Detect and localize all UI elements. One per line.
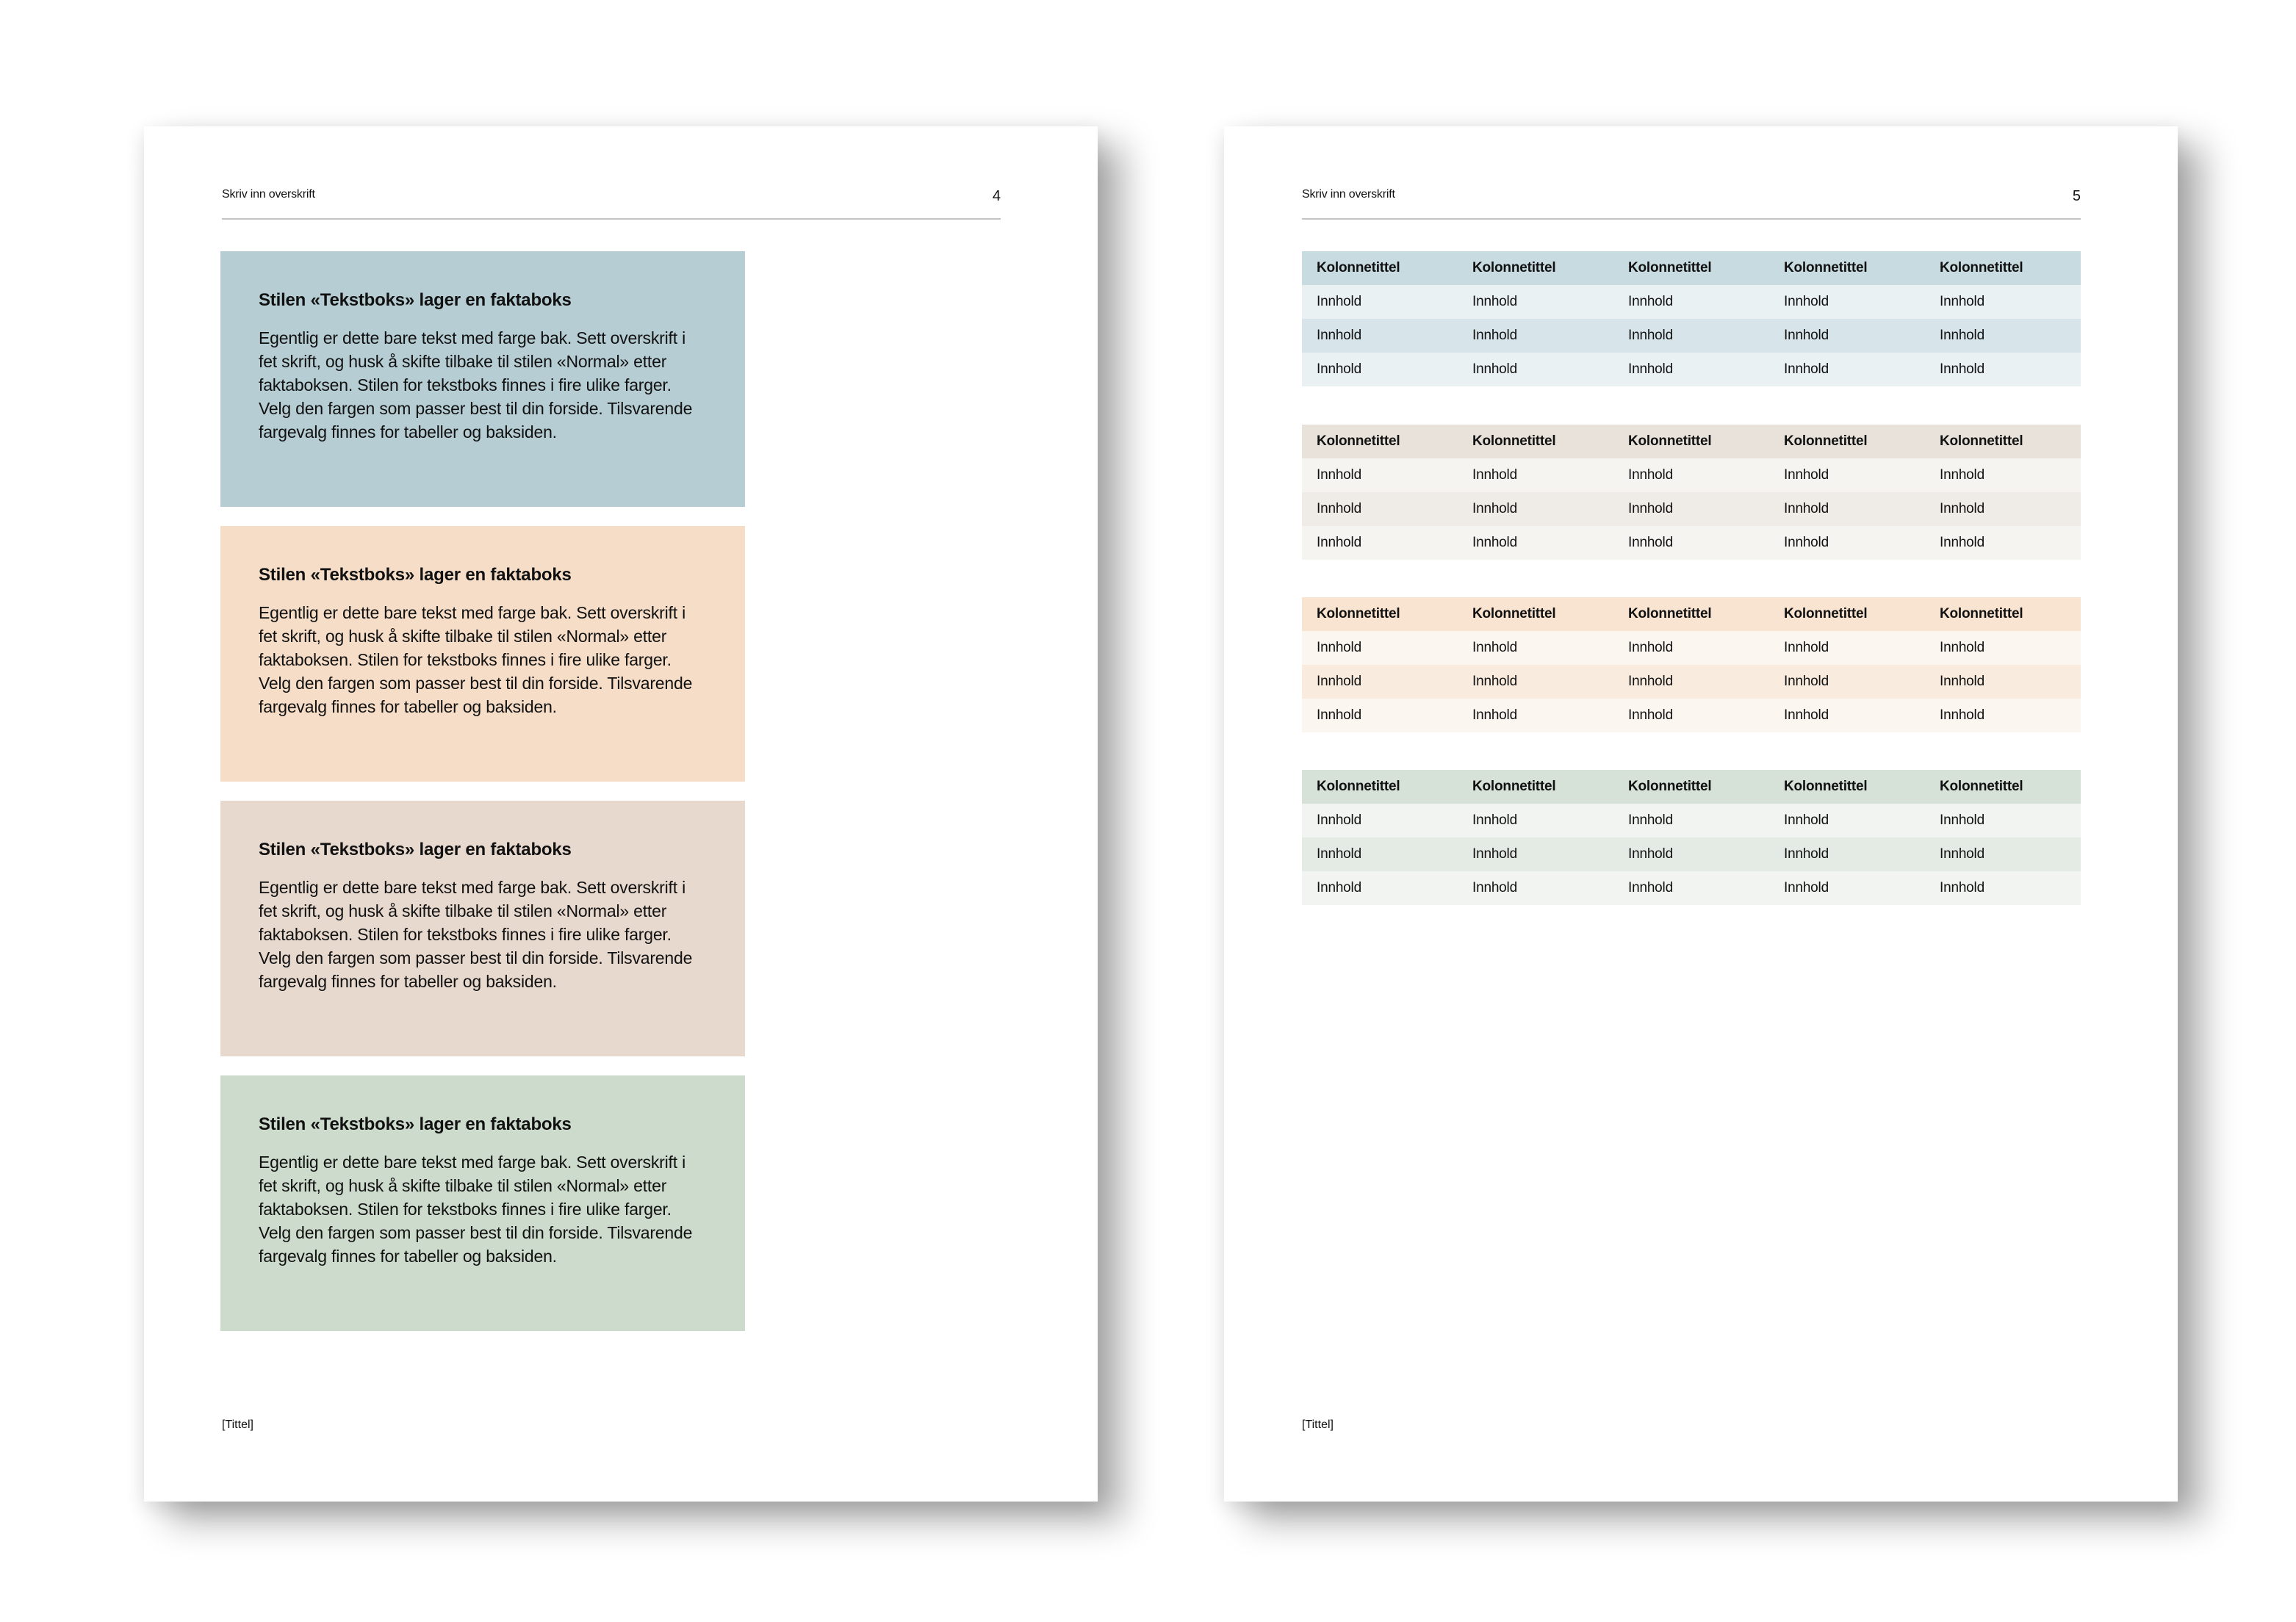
page-footer-title[interactable]: [Tittel] xyxy=(1302,1419,1334,1431)
table-cell[interactable]: Innhold xyxy=(1317,467,1361,483)
header-divider xyxy=(222,218,1001,220)
column-header[interactable]: Kolonnetittel xyxy=(1472,779,1556,794)
fact-box-green[interactable] xyxy=(220,1075,745,1331)
table-cell[interactable]: Innhold xyxy=(1628,846,1673,862)
table-cell[interactable]: Innhold xyxy=(1317,501,1361,516)
table-cell[interactable]: Innhold xyxy=(1472,674,1517,689)
table-cell[interactable]: Innhold xyxy=(1628,535,1673,550)
table-cell[interactable]: Innhold xyxy=(1628,812,1673,828)
table-cell[interactable]: Innhold xyxy=(1628,880,1673,895)
fact-box-blue[interactable] xyxy=(220,251,745,507)
table-cell[interactable]: Innhold xyxy=(1784,294,1829,309)
table-cell[interactable]: Innhold xyxy=(1472,640,1517,655)
page-header-title[interactable]: Skriv inn overskrift xyxy=(222,188,315,201)
table-cell[interactable]: Innhold xyxy=(1940,846,1984,862)
table-cell[interactable]: Innhold xyxy=(1784,812,1829,828)
table-cell[interactable]: Innhold xyxy=(1472,880,1517,895)
column-header[interactable]: Kolonnetittel xyxy=(1628,433,1712,449)
column-header[interactable]: Kolonnetittel xyxy=(1472,606,1556,621)
column-header[interactable]: Kolonnetittel xyxy=(1317,606,1400,621)
table-cell[interactable]: Innhold xyxy=(1472,361,1517,377)
table-cell[interactable]: Innhold xyxy=(1940,501,1984,516)
table-cell[interactable]: Innhold xyxy=(1317,535,1361,550)
table-cell[interactable]: Innhold xyxy=(1784,674,1829,689)
table-cell[interactable]: Innhold xyxy=(1472,707,1517,723)
table-row xyxy=(1302,631,2081,665)
page-number: 4 xyxy=(992,188,1001,204)
table-green[interactable] xyxy=(1302,770,2081,905)
page-header-title[interactable]: Skriv inn overskrift xyxy=(1302,188,1395,201)
table-cell[interactable]: Innhold xyxy=(1317,328,1361,343)
table-cell[interactable]: Innhold xyxy=(1317,361,1361,377)
table-row xyxy=(1302,353,2081,386)
table-cell[interactable]: Innhold xyxy=(1784,846,1829,862)
table-cell[interactable]: Innhold xyxy=(1472,467,1517,483)
table-cell[interactable]: Innhold xyxy=(1940,812,1984,828)
table-cell[interactable]: Innhold xyxy=(1784,535,1829,550)
table-cell[interactable]: Innhold xyxy=(1940,294,1984,309)
table-cell[interactable]: Innhold xyxy=(1317,707,1361,723)
table-cell[interactable]: Innhold xyxy=(1628,640,1673,655)
column-header[interactable]: Kolonnetittel xyxy=(1940,779,2023,794)
fact-box-heading: Stilen «Tekstboks» lager en faktaboks xyxy=(259,565,572,585)
fact-box-heading: Stilen «Tekstboks» lager en faktaboks xyxy=(259,1114,572,1134)
table-cell[interactable]: Innhold xyxy=(1472,328,1517,343)
table-cell[interactable]: Innhold xyxy=(1940,361,1984,377)
table-cell[interactable]: Innhold xyxy=(1472,812,1517,828)
column-header[interactable]: Kolonnetittel xyxy=(1784,779,1868,794)
fact-box-body: Egentlig er dette bare tekst med farge bak. Sett overskrift i fet skrift, og husk å skifte tilbake til stilen «Normal» etter faktaboksen. Stilen for tekstboks finnes i fire ulike farger. Velg den fargen som passer best til din forside. Tilsvarende fargevalg finnes for tabeller og baksiden. xyxy=(259,1153,693,1266)
table-row xyxy=(1302,458,2081,492)
table-cell[interactable]: Innhold xyxy=(1628,294,1673,309)
column-header[interactable]: Kolonnetittel xyxy=(1317,779,1400,794)
table-cell[interactable]: Innhold xyxy=(1784,467,1829,483)
column-header[interactable]: Kolonnetittel xyxy=(1317,433,1400,449)
page-footer-title[interactable]: [Tittel] xyxy=(222,1419,253,1431)
table-cell[interactable]: Innhold xyxy=(1317,846,1361,862)
table-orange[interactable] xyxy=(1302,597,2081,732)
table-blue[interactable] xyxy=(1302,251,2081,386)
document-page-5 xyxy=(1224,126,2178,1502)
table-cell[interactable]: Innhold xyxy=(1940,880,1984,895)
table-cell[interactable]: Innhold xyxy=(1940,674,1984,689)
table-cell[interactable]: Innhold xyxy=(1472,535,1517,550)
table-cell[interactable]: Innhold xyxy=(1940,328,1984,343)
column-header[interactable]: Kolonnetittel xyxy=(1317,260,1400,275)
table-cell[interactable]: Innhold xyxy=(1317,880,1361,895)
column-header[interactable]: Kolonnetittel xyxy=(1628,606,1712,621)
table-cell[interactable]: Innhold xyxy=(1317,640,1361,655)
table-row xyxy=(1302,665,2081,699)
table-cell[interactable]: Innhold xyxy=(1472,846,1517,862)
fact-box-beige[interactable] xyxy=(220,801,745,1056)
table-header-row xyxy=(1302,597,2081,631)
table-cell[interactable]: Innhold xyxy=(1628,674,1673,689)
table-beige[interactable] xyxy=(1302,425,2081,560)
column-header[interactable]: Kolonnetittel xyxy=(1472,260,1556,275)
table-cell[interactable]: Innhold xyxy=(1784,361,1829,377)
table-cell[interactable]: Innhold xyxy=(1940,640,1984,655)
table-cell[interactable]: Innhold xyxy=(1317,812,1361,828)
table-row xyxy=(1302,319,2081,353)
table-row xyxy=(1302,285,2081,319)
column-header[interactable]: Kolonnetittel xyxy=(1784,260,1868,275)
table-cell[interactable]: Innhold xyxy=(1940,467,1984,483)
table-row xyxy=(1302,837,2081,871)
table-row xyxy=(1302,871,2081,905)
column-header[interactable]: Kolonnetittel xyxy=(1628,260,1712,275)
column-header[interactable]: Kolonnetittel xyxy=(1628,779,1712,794)
column-header[interactable]: Kolonnetittel xyxy=(1940,260,2023,275)
column-header[interactable]: Kolonnetittel xyxy=(1784,433,1868,449)
table-cell[interactable]: Innhold xyxy=(1628,467,1673,483)
column-header[interactable]: Kolonnetittel xyxy=(1940,433,2023,449)
table-cell[interactable]: Innhold xyxy=(1940,707,1984,723)
table-row xyxy=(1302,699,2081,732)
column-header[interactable]: Kolonnetittel xyxy=(1472,433,1556,449)
document-page-4 xyxy=(144,126,1098,1502)
table-cell[interactable]: Innhold xyxy=(1784,707,1829,723)
table-cell[interactable]: Innhold xyxy=(1784,328,1829,343)
table-cell[interactable]: Innhold xyxy=(1784,501,1829,516)
table-cell[interactable]: Innhold xyxy=(1628,501,1673,516)
fact-box-body: Egentlig er dette bare tekst med farge bak. Sett overskrift i fet skrift, og husk å skifte tilbake til stilen «Normal» etter faktaboksen. Stilen for tekstboks finnes i fire ulike farger. Velg den fargen som passer best til din forside. Tilsvarende fargevalg finnes for tabeller og baksiden. xyxy=(259,878,693,991)
table-cell[interactable]: Innhold xyxy=(1472,294,1517,309)
table-header-row xyxy=(1302,770,2081,804)
table-cell[interactable]: Innhold xyxy=(1940,535,1984,550)
table-cell[interactable]: Innhold xyxy=(1472,501,1517,516)
header-divider xyxy=(1302,218,2081,220)
fact-box-body: Egentlig er dette bare tekst med farge bak. Sett overskrift i fet skrift, og husk å skifte tilbake til stilen «Normal» etter faktaboksen. Stilen for tekstboks finnes i fire ulike farger. Velg den fargen som passer best til din forside. Tilsvarende fargevalg finnes for tabeller og baksiden. xyxy=(259,603,693,716)
table-cell[interactable]: Innhold xyxy=(1317,674,1361,689)
column-header[interactable]: Kolonnetittel xyxy=(1784,606,1868,621)
table-row xyxy=(1302,492,2081,526)
table-cell[interactable]: Innhold xyxy=(1628,328,1673,343)
fact-box-body: Egentlig er dette bare tekst med farge bak. Sett overskrift i fet skrift, og husk å skifte tilbake til stilen «Normal» etter faktaboksen. Stilen for tekstboks finnes i fire ulike farger. Velg den fargen som passer best til din forside. Tilsvarende fargevalg finnes for tabeller og baksiden. xyxy=(259,328,693,441)
table-cell[interactable]: Innhold xyxy=(1628,707,1673,723)
table-row xyxy=(1302,526,2081,560)
table-header-row xyxy=(1302,425,2081,458)
fact-box-heading: Stilen «Tekstboks» lager en faktaboks xyxy=(259,290,572,310)
column-header[interactable]: Kolonnetittel xyxy=(1940,606,2023,621)
table-row xyxy=(1302,804,2081,837)
table-cell[interactable]: Innhold xyxy=(1628,361,1673,377)
fact-box-heading: Stilen «Tekstboks» lager en faktaboks xyxy=(259,840,572,859)
table-cell[interactable]: Innhold xyxy=(1784,880,1829,895)
table-cell[interactable]: Innhold xyxy=(1784,640,1829,655)
fact-box-orange[interactable] xyxy=(220,526,745,782)
table-header-row xyxy=(1302,251,2081,285)
table-cell[interactable]: Innhold xyxy=(1317,294,1361,309)
page-number: 5 xyxy=(2072,188,2081,204)
